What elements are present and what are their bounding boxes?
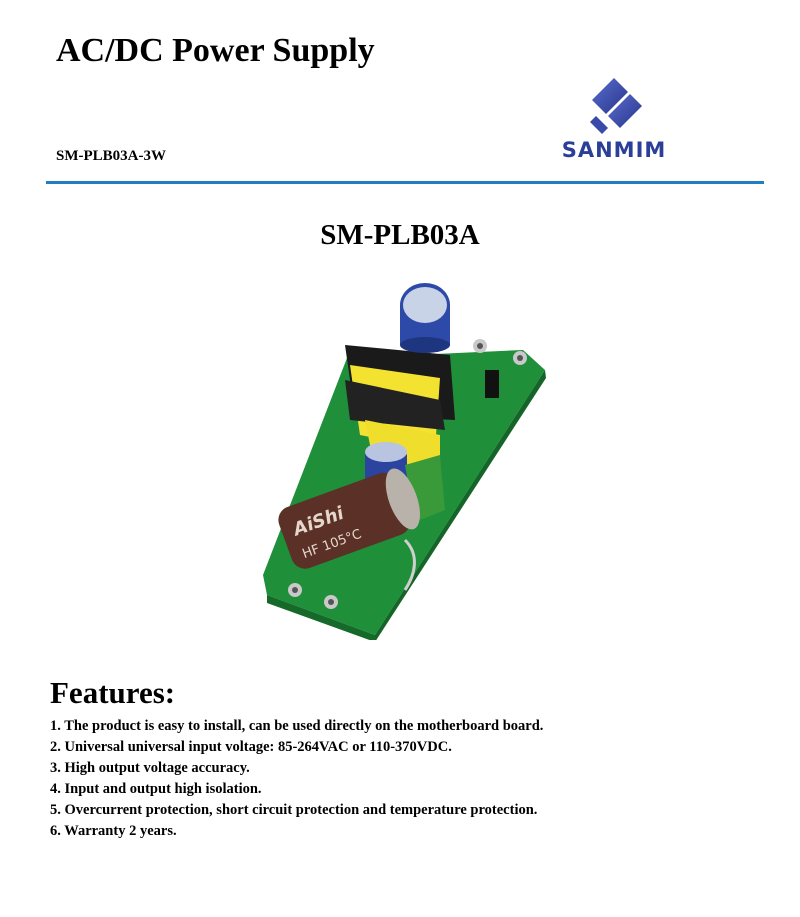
page-title: AC/DC Power Supply bbox=[56, 32, 375, 69]
brand-logo bbox=[558, 78, 670, 168]
list-item: 1. The product is easy to install, can be used directly on the motherboard board. bbox=[50, 718, 544, 734]
capacitor-brand-label: AiShi bbox=[290, 502, 347, 541]
list-item: 6. Warranty 2 years. bbox=[50, 823, 177, 839]
list-item: 2. Universal universal input voltage: 85-264VAC or 110-370VDC. bbox=[50, 739, 452, 755]
features-title: Features: bbox=[50, 675, 176, 710]
brand-logo-icon bbox=[584, 78, 644, 136]
capacitor-rating-label: HF 105°C bbox=[300, 526, 364, 563]
product-heading: SM-PLB03A bbox=[320, 219, 480, 251]
model-number: SM-PLB03A-3W bbox=[56, 148, 166, 164]
list-item: 5. Overcurrent protection, short circuit protection and temperature protection. bbox=[50, 802, 538, 818]
list-item: 4. Input and output high isolation. bbox=[50, 781, 262, 797]
header-divider bbox=[46, 181, 764, 184]
product-photo bbox=[255, 270, 555, 640]
features-list bbox=[50, 716, 543, 842]
list-item: 3. High output voltage accuracy. bbox=[50, 760, 250, 776]
brand-name: SANMIM bbox=[561, 138, 667, 162]
